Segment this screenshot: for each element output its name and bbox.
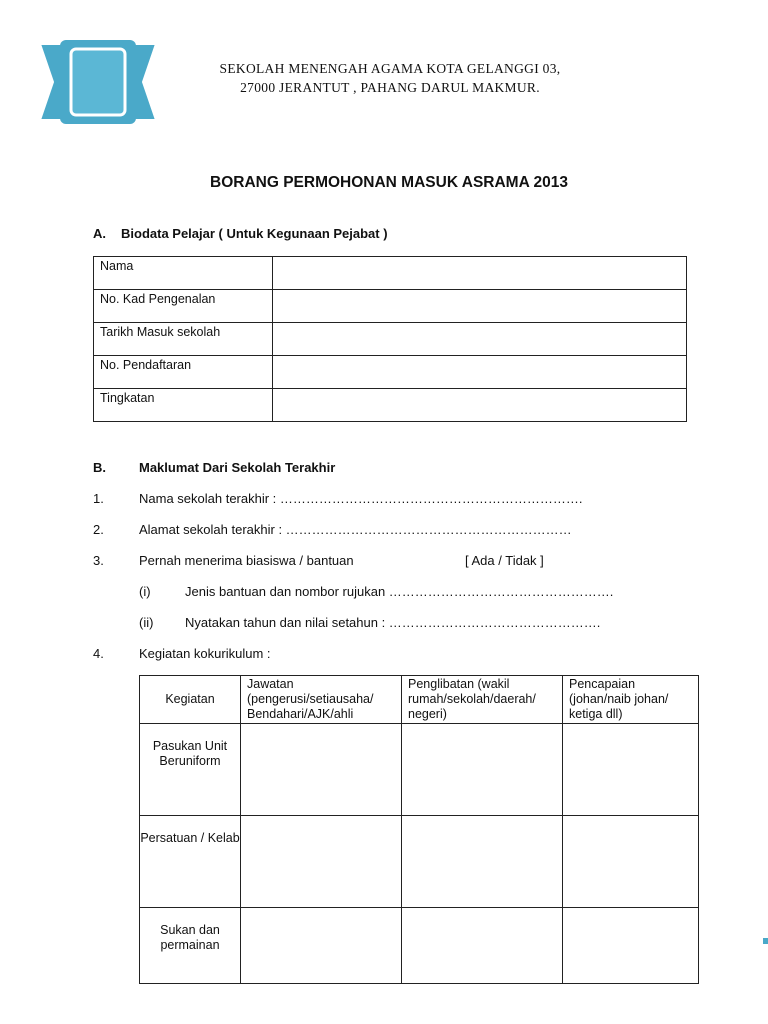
table-row <box>140 908 699 984</box>
pencapaian-field[interactable] <box>563 816 699 908</box>
table-row <box>94 290 687 323</box>
biodata-label: No. Pendaftaran <box>94 356 273 389</box>
column-header: Kegiatan <box>140 676 241 724</box>
section-a-title: Biodata Pelajar ( Untuk Kegunaan Pejabat ) <box>121 226 388 241</box>
biodata-value-field[interactable] <box>273 323 687 356</box>
table-row <box>140 724 699 816</box>
biodata-label: Tarikh Masuk sekolah <box>94 323 273 356</box>
page-edge-marker <box>763 938 768 944</box>
biodata-value-field[interactable] <box>273 290 687 323</box>
biodata-value-field[interactable] <box>273 257 687 290</box>
school-logo-icon <box>40 40 156 124</box>
pencapaian-field[interactable] <box>563 724 699 816</box>
item-text: Nyatakan tahun dan nilai setahun : …………………………………………. <box>185 615 601 630</box>
table-row <box>94 356 687 389</box>
item-number: (ii) <box>139 615 154 630</box>
jawatan-field[interactable] <box>241 908 402 984</box>
column-header: Pencapaian (johan/naib johan/ ketiga dll) <box>563 676 699 724</box>
item-number: (i) <box>139 584 151 599</box>
table-row <box>94 257 687 290</box>
item-number: 3. <box>93 553 104 568</box>
jawatan-field[interactable] <box>241 816 402 908</box>
item-text: Pernah menerima biasiswa / bantuan <box>139 553 354 568</box>
penglibatan-field[interactable] <box>402 908 563 984</box>
item-text: Alamat sekolah terakhir : ………………………………………………………… <box>139 522 572 537</box>
jawatan-field[interactable] <box>241 724 402 816</box>
table-row <box>94 323 687 356</box>
biodata-label: No. Kad Pengenalan <box>94 290 273 323</box>
section-b-number: B. <box>93 460 106 475</box>
section-b-title: Maklumat Dari Sekolah Terakhir <box>139 460 336 475</box>
biodata-label: Tingkatan <box>94 389 273 422</box>
penglibatan-field[interactable] <box>402 724 563 816</box>
table-row <box>140 816 699 908</box>
biodata-table <box>93 256 687 422</box>
penglibatan-field[interactable] <box>402 816 563 908</box>
kegiatan-cell: Pasukan Unit Beruniform <box>140 724 241 816</box>
column-header: Jawatan (pengerusi/setiausaha/ Bendahari/AJK/ahli <box>241 676 402 724</box>
school-name-line1: SEKOLAH MENENGAH AGAMA KOTA GELANGGI 03, <box>219 61 561 76</box>
biodata-value-field[interactable] <box>273 389 687 422</box>
biodata-label: Nama <box>94 257 273 290</box>
item-number: 2. <box>93 522 104 537</box>
pencapaian-field[interactable] <box>563 908 699 984</box>
kegiatan-cell: Persatuan / Kelab <box>140 816 241 908</box>
form-title: BORANG PERMOHONAN MASUK ASRAMA 2013 <box>210 174 568 191</box>
ada-tidak-option[interactable]: [ Ada / Tidak ] <box>465 553 544 568</box>
kegiatan-cell: Sukan dan permainan <box>140 908 241 984</box>
item-text: Kegiatan kokurikulum : <box>139 646 271 661</box>
item-number: 4. <box>93 646 104 661</box>
item-text: Jenis bantuan dan nombor rujukan ……………………………………………. <box>185 584 614 599</box>
column-header: Penglibatan (wakil rumah/sekolah/daerah/ negeri) <box>402 676 563 724</box>
item-number: 1. <box>93 491 104 506</box>
table-header-row <box>140 676 699 724</box>
table-row <box>94 389 687 422</box>
section-a-number: A. <box>93 226 106 241</box>
kokurikulum-table <box>139 675 699 984</box>
biodata-value-field[interactable] <box>273 356 687 389</box>
school-address-line2: 27000 JERANTUT , PAHANG DARUL MAKMUR. <box>240 80 540 95</box>
item-text: Nama sekolah terakhir : ……………………………………………………………. <box>139 491 583 506</box>
